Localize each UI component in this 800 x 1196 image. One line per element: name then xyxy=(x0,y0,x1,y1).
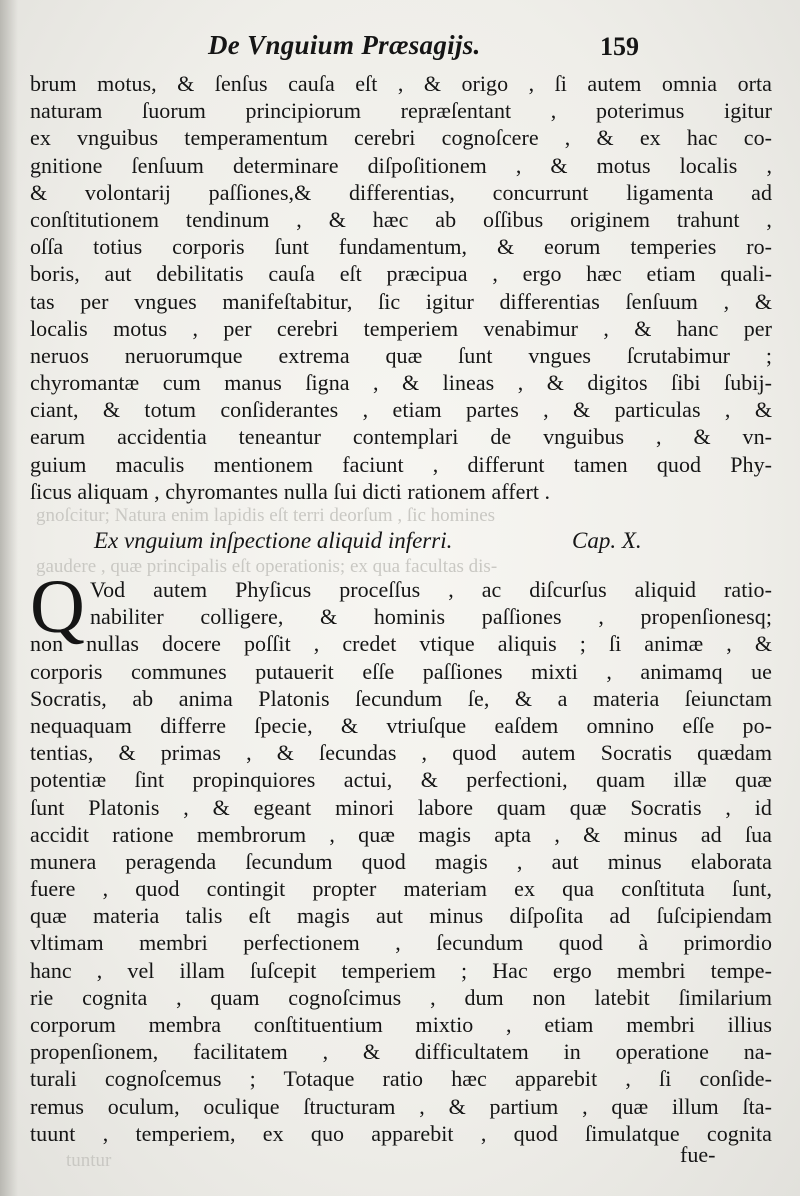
text-line: accidit ratione membrorum , quæ magis apta , & minus ad ſua xyxy=(30,821,772,847)
text-line: hanc , vel illam ſuſcepit temperiem ; Hac ergo membri tempe- xyxy=(30,957,772,983)
text-line: quæ materia talis eſt magis aut minus diſpoſita ad ſuſcipiendam xyxy=(30,903,772,929)
text-line: ciant, & totum conſiderantes , etiam partes , & particulas , & xyxy=(30,397,772,423)
text-line: propenſionem, facilitatem , & difficultatem in operatione na- xyxy=(30,1039,772,1065)
text-line: rie cognita , quam cognoſcimus , dum non latebit ſimilarium xyxy=(30,984,772,1010)
text-line: nequaquam differre ſpecie, & vtriuſque eaſdem omnino eſſe po- xyxy=(30,712,772,738)
text-line: oſſa totius corporis ſunt fundamentum, & eorum temperies ro- xyxy=(30,234,772,260)
text-line: vltimam membri perfectionem , ſecundum quod à primordio xyxy=(30,930,772,956)
text-line: Socratis, ab anima Platonis ſecundum ſe, & a materia ſeiunctam xyxy=(30,685,772,711)
text-line: & volontarij paſſiones,& differentias, concurrunt ligamenta ad xyxy=(30,179,772,205)
text-line: ex vnguibus temperamentum cerebri cognoſcere , & ex hac co- xyxy=(30,125,772,151)
text-line: localis motus , per cerebri temperiem venabimur , & hanc per xyxy=(30,315,772,341)
paragraph-1 xyxy=(30,70,772,505)
page-header xyxy=(0,26,800,66)
text-line: fuere , quod contingit propter materiam ex qua conſtituta ſunt, xyxy=(30,876,772,902)
text-line: neruos neruorumque extrema quæ ſunt vngues ſcrutabimur ; xyxy=(30,342,772,368)
text-line: conſtitutionem tendinum , & hæc ab oſſibus originem trahunt , xyxy=(30,206,772,232)
text-line: Vod autem Phyſicus proceſſus , ac diſcurſus aliquid ratio- xyxy=(90,577,772,602)
page-number: 159 xyxy=(600,32,639,61)
text-line: munera peragenda ſecundum quod magis , aut minus elaborata xyxy=(30,848,772,874)
paragraph-2-indented xyxy=(90,576,772,630)
text-line: ſunt Platonis , & egeant minori labore quam quæ Socratis , id xyxy=(30,794,772,820)
drop-cap: Q xyxy=(30,565,85,649)
text-line: corporum membra conſtituentium mixtio , etiam membri illius xyxy=(30,1012,772,1038)
text-line: nabiliter colligere, & hominis paſſiones , propenſionesq; xyxy=(90,604,772,630)
chapter-heading xyxy=(0,526,800,560)
text-line: tentias, & primas , & ſecundas , quod autem Socratis quædam xyxy=(30,740,772,766)
show-through-line: gaudere , quæ principalis eſt operationis; ex qua facultas dis- xyxy=(36,556,498,577)
catchword: fue- xyxy=(680,1142,716,1167)
text-line: naturam ſuorum principiorum repræſentant , poterimus igitur xyxy=(30,98,772,124)
text-line: turali cognoſcemus ; Totaque ratio hæc apparebit , ſi conſide- xyxy=(30,1066,772,1092)
text-line: tas per vngues manifeſtabitur, ſic igitur differentias ſenſuum , & xyxy=(30,288,772,314)
paragraph-2 xyxy=(30,630,772,1147)
show-through-line: gnoſcitur; Natura enim lapidis eſt terri deorſum , ſic homines xyxy=(36,505,496,526)
text-line: boris, aut debilitatis cauſa eſt præcipua , ergo hæc etiam quali- xyxy=(30,261,772,287)
text-line: guium maculis mentionem faciunt , differunt tamen quod Phy- xyxy=(30,451,772,477)
text-line: earum accidentia teneantur contemplari de vnguibus , & vn- xyxy=(30,424,772,450)
chapter-number: Cap. X. xyxy=(572,528,642,553)
text-line: gnitione ſenſuum determinare diſpoſitionem , & motus localis , xyxy=(30,152,772,178)
show-through-line: tuntur xyxy=(66,1150,112,1171)
text-line: remus oculum, oculique ſtructuram , & partium , quæ illum ſta- xyxy=(30,1093,772,1119)
text-line: brum motus, & ſenſus cauſa eſt , & origo , ſi autem omnia orta xyxy=(30,71,772,96)
text-line: non nullas docere poſſit , credet vtique aliquis ; ſi animæ , & xyxy=(30,631,772,657)
text-line: ſicus aliquam , chyromantes nulla ſui dicti rationem affert . xyxy=(30,478,551,504)
chapter-title: Ex vnguium inſpectione aliquid inferri. xyxy=(94,528,453,553)
running-title: De Vnguium Præsagijs. xyxy=(208,30,481,60)
text-line: chyromantæ cum manus ſigna , & lineas , & digitos ſibi ſubij- xyxy=(30,370,772,396)
text-line: tuunt , temperiem, ex quo apparebit , quod ſimulatque cognita xyxy=(30,1120,772,1146)
text-line: potentiæ ſint propinquiores actui, & perfectioni, quam illæ quæ xyxy=(30,767,772,793)
text-line: corporis communes putauerit eſſe paſſiones mixti , animamq ue xyxy=(30,658,772,684)
gutter-shadow xyxy=(0,0,18,1196)
